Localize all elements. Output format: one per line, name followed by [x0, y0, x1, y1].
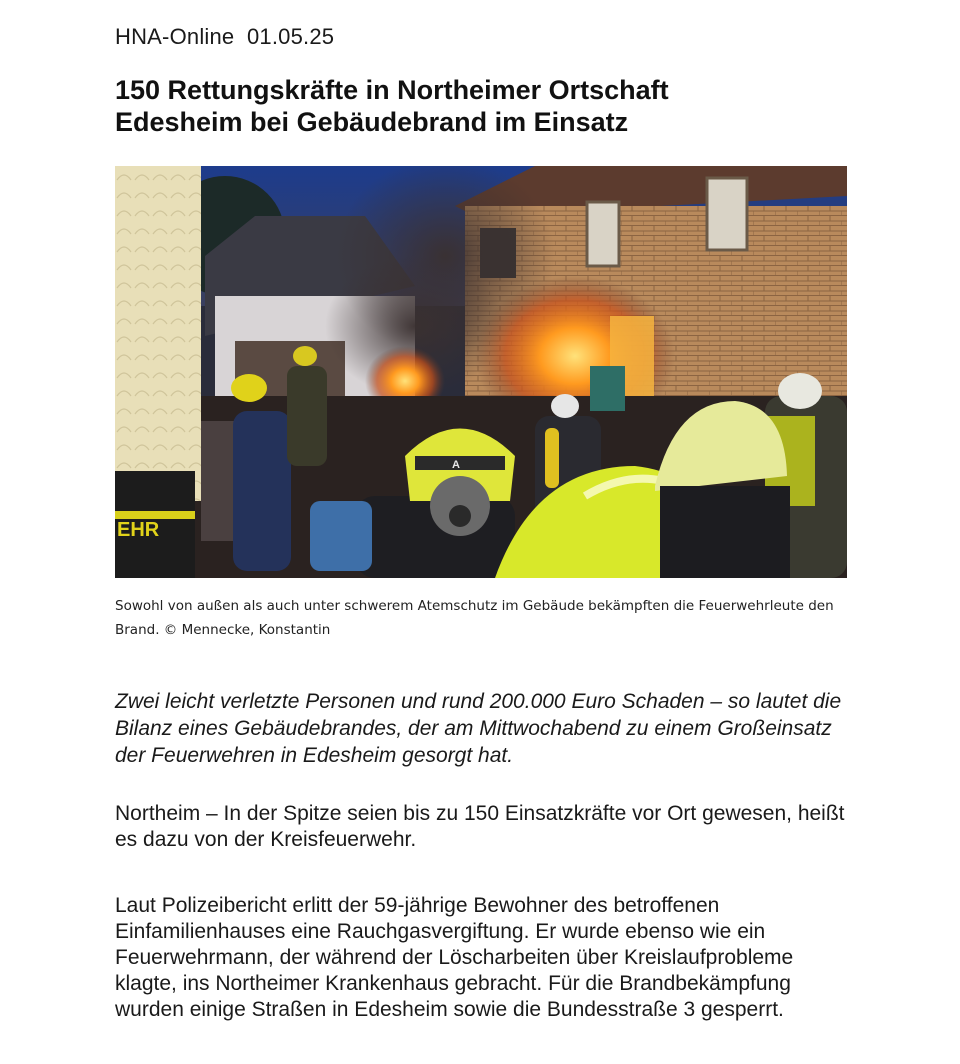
article-headline	[115, 74, 855, 138]
photo-caption: Sowohl von außen als auch unter schwerem Atemschutz im Gebäude bekämpften die Feuerwehrleute den Brand. © Mennecke, Konstantin	[115, 598, 834, 638]
helmet-letter: A	[452, 459, 460, 471]
article-paragraph-1: Northeim – In der Spitze seien bis zu 150 Einsatzkräfte vor Ort gewesen, heißt es dazu von der Kreisfeuerwehr.	[115, 802, 845, 851]
headline-line-2: Edesheim bei Gebäudebrand im Einsatz	[115, 107, 629, 137]
jacket-lettering: EHR	[117, 519, 160, 541]
article-lead: Zwei leicht verletzte Personen und rund 200.000 Euro Schaden – so lautet die Bilanz eines Gebäudebrandes, der am Mittwochabend zu einem Großeinsatz der Feuerwehren in Edesheim gesorgt hat.	[115, 690, 842, 767]
source-date-line: HNA-Online 01.05.25	[115, 24, 335, 49]
article-photo	[115, 166, 847, 578]
fire-scene-illustration	[115, 166, 847, 578]
headline-line-1: 150 Rettungskräfte in Northeimer Ortschaft	[115, 75, 669, 105]
article-paragraph-2: Laut Polizeibericht erlitt der 59-jährige Bewohner des betroffenen Einfamilienhauses eine Rauchgasvergiftung. Er wurde ebenso wie ein Feuerwehrmann, der während der Löscharbeiten über Kreislaufprobleme klagte, ins Northeimer Krankenhaus gebracht. Für die Brandbekämpfung wurden einige Straßen in Edesheim sowie die Bundesstraße 3 gesperrt.	[115, 894, 794, 1021]
